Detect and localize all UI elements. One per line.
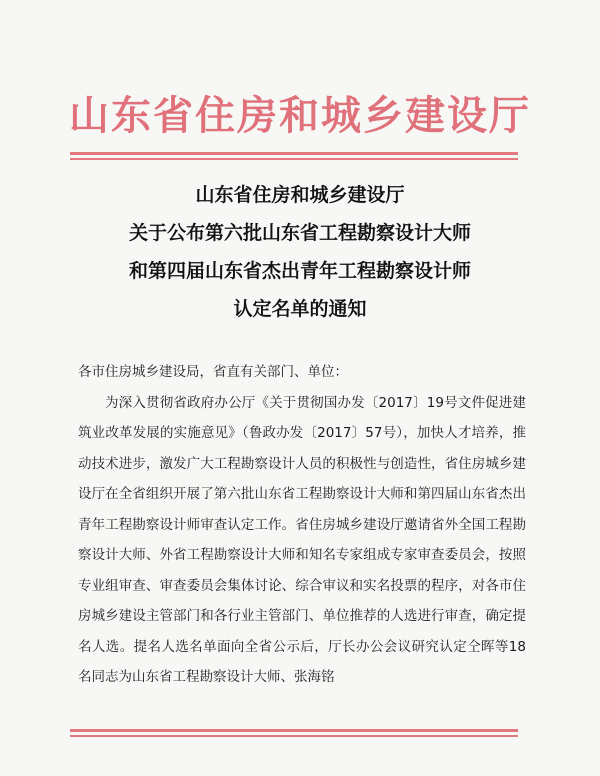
footer-rule-thick xyxy=(70,729,518,732)
title-line-3: 和第四届山东省杰出青年工程勘察设计师 xyxy=(128,260,471,282)
masthead-rule-thick xyxy=(70,152,518,155)
salutation: 各市住房城乡建设局，省直有关部门、单位： xyxy=(78,364,348,380)
notice-title xyxy=(40,176,560,328)
body-paragraph: 为深入贯彻省政府办公厅《关于贯彻国办发〔2017〕19号文件促进建筑业改革发展的实施意见》（鲁政办发〔2017〕57号），加快人才培养，推动技术进步，激发广大工程勘察设计人员的积极性与创造性，省住房城乡建设厅在全省组织开展了第六批山东省工程勘察设计大师和第四届山东省杰出青年工程勘察设计师审查认定工作。省住房城乡建设厅邀请省外全国工程勘察设计大师、外省工程勘察设计大师和知名专家组成专家审查委员会，按照专业组审查、审查委员会集体讨论、综合审议和实名投票的程序，对各市住房城乡建设主管部门和各行业主管部门、单位推荐的人选进行审查，确定提名人选。提名人选名单面向全省公示后，厅长办公会议研究认定仝晖等18名同志为山东省工程勘察设计大师、张海铭 xyxy=(78,394,526,685)
notice-body xyxy=(78,357,526,693)
masthead-rule-thin xyxy=(70,158,518,160)
masthead-title: 山东省住房和城乡建设厅 xyxy=(69,92,531,139)
title-line-1: 山东省住房和城乡建设厅 xyxy=(195,184,405,206)
footer-rule-thin xyxy=(70,735,518,737)
title-line-4: 认定名单的通知 xyxy=(233,298,367,320)
title-line-2: 关于公布第六批山东省工程勘察设计大师 xyxy=(128,222,471,244)
